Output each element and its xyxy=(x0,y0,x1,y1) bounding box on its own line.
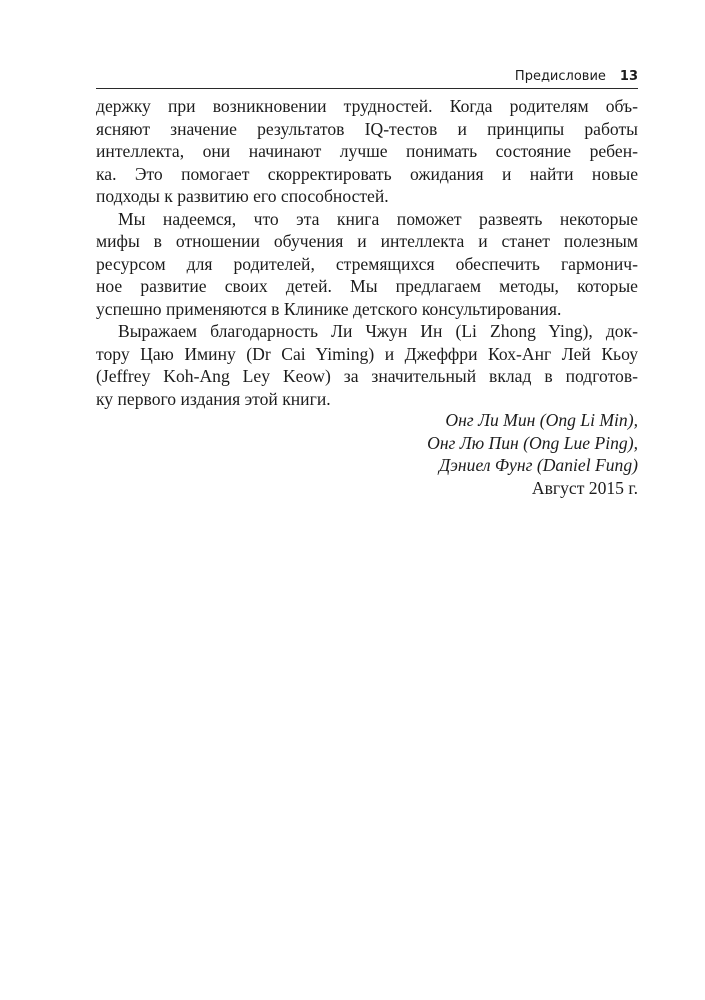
paragraph-line: мифы в отношении обучения и интеллекта и станет полезным xyxy=(96,231,638,251)
running-head xyxy=(96,62,638,89)
signature-block xyxy=(427,409,638,499)
paragraph-line: (Jeffrey Koh-Ang Ley Keow) за значительный вклад в подготов- xyxy=(96,366,638,386)
signature-author: Дэниел Фунг (Daniel Fung) xyxy=(438,455,638,475)
section-title: Предисловие xyxy=(514,69,606,84)
signature-date: Август 2015 г. xyxy=(531,477,638,498)
paragraph-line: ресурсом для родителей, стремящихся обеспечить гармонич- xyxy=(96,253,638,274)
paragraph-line: подходы к развитию его способностей. xyxy=(96,186,389,206)
paragraph-2 xyxy=(96,208,638,321)
signature-author: Онг Лю Пин (Ong Lue Ping), xyxy=(427,432,638,453)
paragraph-line: ку первого издания этой книги. xyxy=(96,388,331,409)
paragraph-3 xyxy=(96,320,638,410)
paragraph-line: ясняют значение результатов IQ-тестов и принципы работы xyxy=(96,118,638,139)
paragraph-line: успешно применяются в Клинике детского консультирования. xyxy=(96,298,562,319)
body-text xyxy=(96,95,638,410)
paragraph-line: Выражаем благодарность Ли Чжун Ин (Li Zhong Ying), док- xyxy=(118,321,638,341)
paragraph-line: ка. Это помогает скорректировать ожидания и найти новые xyxy=(96,163,638,184)
page-number: 13 xyxy=(619,69,638,84)
paragraph-1 xyxy=(96,95,638,208)
paragraph-line: тору Цаю Имину (Dr Cai Yiming) и Джеффри Кох-Анг Лей Кьоу xyxy=(96,343,638,364)
paragraph-line: держку при возникновении трудностей. Когда родителям объ- xyxy=(96,96,638,116)
paragraph-line: интеллекта, они начинают лучше понимать состояние ребен- xyxy=(96,141,638,161)
signature-author: Онг Ли Мин (Ong Li Min), xyxy=(445,410,638,430)
paragraph-line: Мы надеемся, что эта книга поможет развеять некоторые xyxy=(118,208,638,229)
paragraph-line: ное развитие своих детей. Мы предлагаем методы, которые xyxy=(96,276,638,296)
